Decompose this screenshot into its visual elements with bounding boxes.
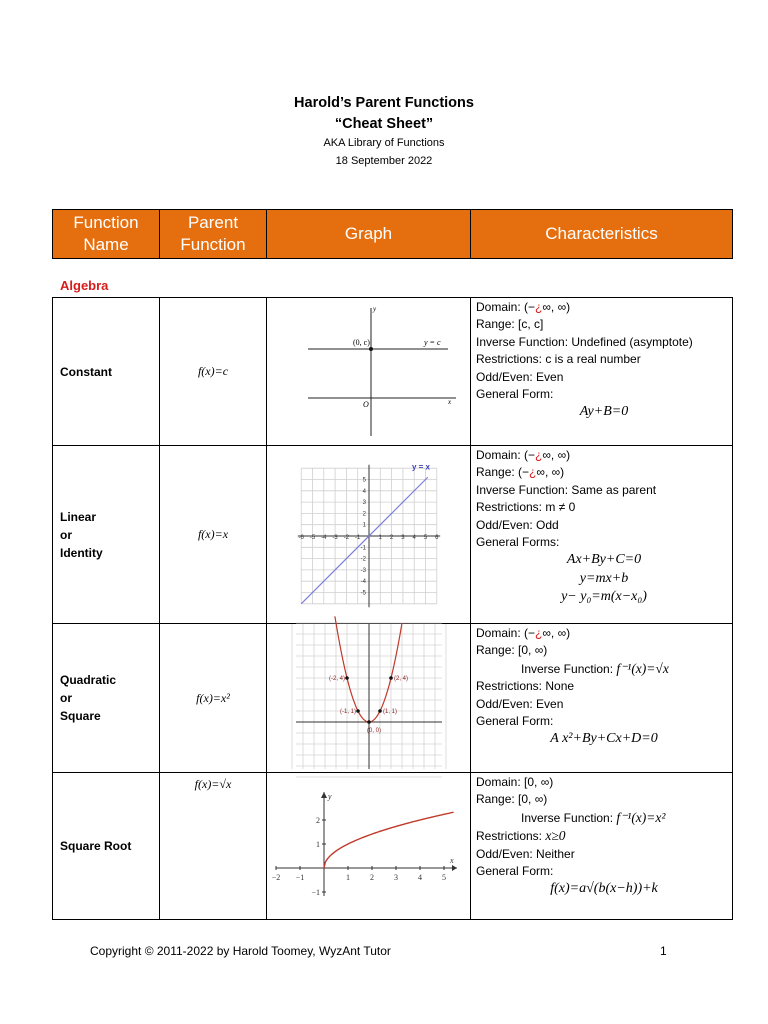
y-axis-arrow	[321, 792, 327, 798]
x-tick-label: 2	[369, 872, 374, 882]
table-row	[53, 773, 733, 920]
x-tick-label: 3	[393, 872, 398, 882]
graph-cell	[267, 624, 471, 773]
general-form-label: General Form:	[476, 387, 554, 402]
general-form: Ay+B=0	[579, 404, 629, 420]
point-label: (0, 0)	[366, 728, 381, 734]
parent-function: f(x)=x	[160, 446, 267, 624]
point-label: (-1, 1)	[339, 709, 356, 715]
inverse-text: Inverse Function: f⁻¹(x)=x²	[521, 809, 666, 825]
page-number: 1	[660, 944, 667, 958]
origin-label: O	[362, 400, 369, 409]
odd-even-text: Odd/Even: Even	[476, 369, 564, 384]
y-tick-label: -1	[360, 545, 366, 552]
range-text: Range: [0, ∞)	[476, 643, 548, 658]
x-tick-label: 1	[345, 872, 350, 882]
y-axis-label: y	[372, 305, 376, 313]
table-row	[53, 446, 733, 624]
col-header-characteristics: Characteristics	[471, 210, 733, 259]
y-tick-label: −1	[310, 887, 320, 897]
general-form-label: General Forms:	[476, 535, 560, 550]
inverse-text: Inverse Function: Same as parent	[476, 482, 657, 497]
plot-point	[389, 676, 393, 680]
range-text: Range: (−¿∞, ∞)	[476, 465, 565, 480]
plot-point	[378, 709, 382, 713]
line-label: y = c	[423, 338, 440, 347]
line-label: y = x	[411, 462, 430, 472]
y-axis-label: y	[327, 791, 332, 801]
x-tick-label: -2	[343, 535, 349, 541]
function-name-line: or	[60, 691, 72, 705]
function-name-line: Identity	[60, 545, 103, 560]
date-line: 18 September 2022	[335, 155, 433, 167]
function-name	[53, 298, 160, 446]
square-root-curve	[324, 812, 454, 868]
x-axis-label: x	[449, 855, 454, 865]
x-tick-label: 1	[378, 535, 382, 541]
y-tick-label: -4	[360, 579, 366, 586]
function-name	[53, 624, 160, 773]
graph-cell	[267, 298, 471, 446]
restrictions-text: Restrictions: m ≠ 0	[476, 500, 576, 515]
x-tick-label: -4	[320, 535, 326, 541]
parabola-curve	[334, 616, 401, 722]
x-tick-label: -3	[331, 535, 338, 541]
function-name	[53, 773, 160, 920]
graph-cell	[267, 773, 471, 920]
point-label: (-2, 4)	[328, 676, 345, 682]
plot-point	[356, 709, 360, 713]
y-tick-label: -5	[360, 590, 366, 597]
domain-text: Domain: [0, ∞)	[476, 775, 554, 789]
x-tick-label: 5	[441, 872, 446, 882]
point-label: (0, c)	[352, 338, 370, 347]
table-row	[53, 624, 733, 773]
plot-point	[367, 720, 371, 724]
characteristics	[471, 773, 733, 920]
parent-function: f(x)=c	[160, 298, 267, 446]
x-tick-label: 4	[412, 535, 416, 541]
table-row	[53, 298, 733, 446]
col-header-parent-function: Parent Function	[160, 210, 267, 259]
x-tick-label: -6	[298, 535, 304, 541]
header-table	[52, 209, 733, 259]
y-tick-label: 2	[315, 815, 320, 825]
col-header-function-name: Function Name	[53, 210, 160, 259]
general-form: A x²+By+Cx+D=0	[550, 731, 658, 747]
x-tick-label: -1	[354, 535, 360, 541]
function-name-line: or	[60, 527, 72, 542]
point-label: (1, 1)	[382, 709, 397, 715]
x-tick-label: 5	[423, 535, 427, 541]
characteristics	[471, 624, 733, 773]
domain-text: Domain: (−¿∞, ∞)	[476, 626, 571, 640]
y-tick-label: 1	[315, 839, 320, 849]
x-tick-label: 6	[434, 535, 438, 541]
square-root-graph	[271, 790, 464, 900]
constant-graph	[284, 300, 454, 440]
general-form-label: General Form:	[476, 714, 554, 729]
y-tick-label: 2	[362, 511, 366, 518]
col-header-graph: Graph	[267, 210, 471, 259]
inverse-text: Inverse Function: Undefined (asymptote)	[476, 334, 693, 349]
y-tick-label: 4	[362, 488, 366, 495]
parent-function: f(x)=√x	[160, 773, 267, 920]
y-tick-label: 3	[362, 500, 366, 507]
aka-line: AKA Library of Functions	[323, 137, 445, 149]
restrictions-text: Restrictions: None	[476, 679, 575, 694]
y-tick-label: -2	[360, 556, 366, 563]
odd-even-text: Odd/Even: Odd	[476, 517, 559, 532]
general-form: y− y₀=m(x−x₀)	[561, 589, 647, 605]
x-tick-label: −1	[295, 872, 304, 882]
function-name-line: Linear	[60, 509, 97, 524]
document-subtitle: “Cheat Sheet”	[334, 116, 434, 132]
x-axis-arrow	[452, 865, 457, 871]
general-form-label: General Form:	[476, 864, 554, 879]
x-tick-label: -5	[309, 535, 315, 541]
general-form: y=mx+b	[579, 570, 629, 586]
x-tick-label: 2	[389, 535, 393, 541]
plot-point	[345, 676, 349, 680]
function-name-line: Constant	[60, 364, 112, 379]
general-form: f(x)=a√(b(x−h))+k	[550, 881, 658, 897]
functions-table	[52, 297, 733, 920]
domain-text: Domain: (−¿∞, ∞)	[476, 300, 571, 314]
odd-even-text: Odd/Even: Neither	[476, 846, 575, 861]
domain-text: Domain: (−¿∞, ∞)	[476, 448, 571, 462]
x-tick-label: 3	[400, 535, 405, 541]
restrictions-text: Restrictions: c is a real number	[476, 352, 641, 367]
linear-graph	[294, 458, 444, 608]
y-tick-label: -3	[360, 567, 366, 574]
characteristics	[471, 446, 733, 624]
document-title: Harold’s Parent Functions	[294, 95, 474, 111]
general-form: Ax+By+C=0	[566, 552, 642, 568]
point-label: (2, 4)	[393, 676, 408, 682]
graph-cell	[267, 446, 471, 624]
range-text: Range: [0, ∞)	[476, 792, 548, 807]
function-name-line: Square Root	[60, 839, 132, 853]
inverse-text: Inverse Function: f⁻¹(x)=√x	[521, 660, 669, 676]
copyright-footer: Copyright © 2011-2022 by Harold Toomey, WyzAnt Tutor	[90, 944, 391, 958]
x-tick-label: −2	[271, 872, 280, 882]
function-name	[53, 446, 160, 624]
odd-even-text: Odd/Even: Even	[476, 696, 564, 711]
restrictions-text: Restrictions: x≥0	[476, 828, 566, 844]
characteristics	[471, 298, 733, 446]
parent-function: f(x)=x²	[160, 624, 267, 773]
function-name-line: Quadratic	[60, 673, 117, 687]
x-axis-label: x	[447, 398, 451, 406]
y-tick-label: 1	[362, 522, 366, 529]
range-text: Range: [c, c]	[476, 317, 544, 332]
function-name-line: Square	[60, 709, 101, 723]
x-tick-label: 4	[417, 872, 422, 882]
section-label-algebra: Algebra	[60, 278, 109, 293]
quadratic-graph	[296, 624, 442, 769]
y-tick-label: 5	[362, 477, 366, 484]
